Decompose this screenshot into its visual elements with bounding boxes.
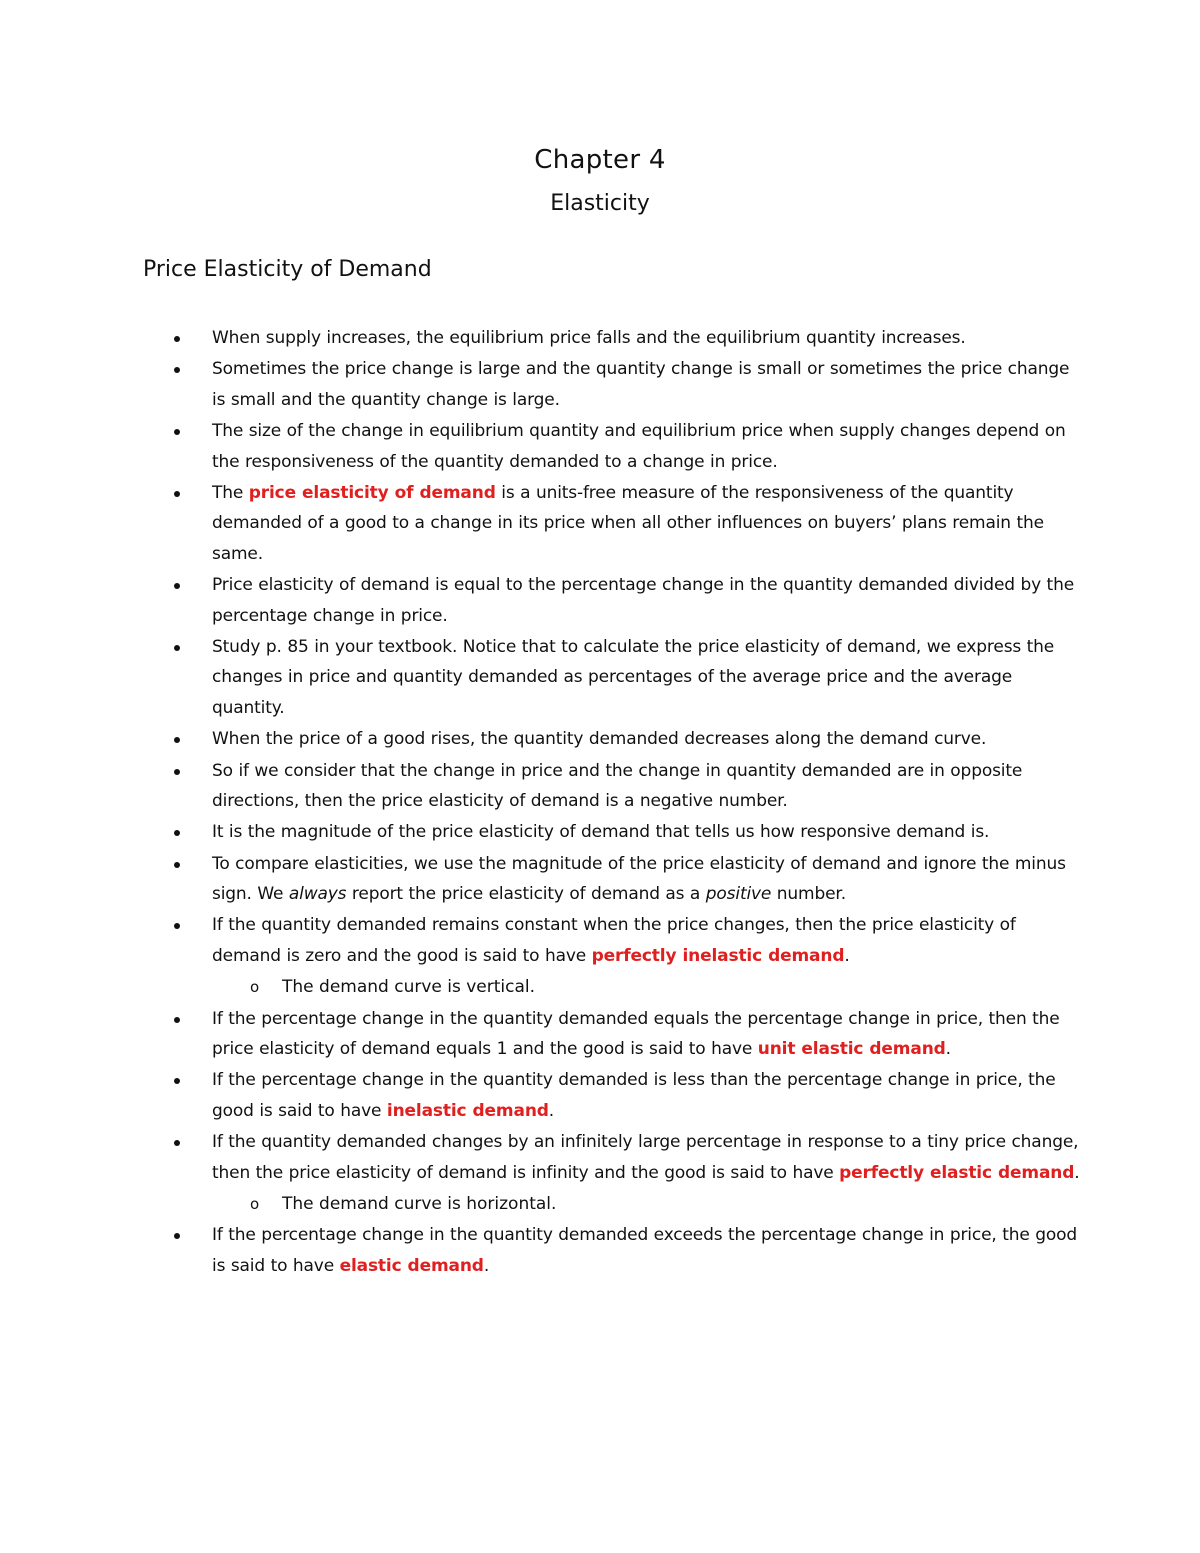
list-item bbox=[0, 849, 1200, 910]
bullet-dot-icon bbox=[174, 336, 180, 342]
chapter-title: Chapter 4 bbox=[534, 145, 666, 175]
bullet-dot-icon bbox=[174, 1233, 180, 1239]
bullet-dot-icon bbox=[174, 862, 180, 868]
emphasis-text: always bbox=[288, 884, 347, 905]
list-item bbox=[0, 724, 1200, 755]
bullet-dot-icon bbox=[174, 737, 180, 743]
bullet-dot-icon bbox=[174, 367, 180, 373]
chapter-subtitle: Elasticity bbox=[550, 191, 650, 216]
sub-list-item bbox=[0, 1189, 1200, 1220]
list-item bbox=[0, 1220, 1200, 1281]
bullet-dot-icon bbox=[174, 1017, 180, 1023]
list-item bbox=[0, 1004, 1200, 1065]
body-text: When the price of a good rises, the quantity demanded decreases along the demand curve. bbox=[212, 729, 987, 750]
key-term: elastic demand bbox=[339, 1255, 484, 1276]
list-item bbox=[0, 478, 1200, 570]
body-text: It is the magnitude of the price elasticity of demand that tells us how responsive demand is. bbox=[212, 822, 990, 843]
bullet-dot-icon bbox=[174, 1078, 180, 1084]
body-text: number. bbox=[771, 884, 846, 905]
body-text: If the quantity demanded remains constant when the price changes, then the price elasticity of demand is zero and the good is said to have bbox=[212, 915, 1016, 966]
body-text: So if we consider that the change in price and the change in quantity demanded are in opposite directions, then the price elasticity of demand is a negative number. bbox=[212, 760, 1023, 812]
list-item bbox=[0, 910, 1200, 971]
bullet-list bbox=[0, 323, 1200, 1282]
list-item bbox=[0, 323, 1200, 354]
body-text: If the percentage change in the quantity demanded exceeds the percentage change in price, the good is said to have bbox=[212, 1225, 1077, 1276]
body-text: . bbox=[945, 1039, 951, 1060]
bullet-dot-icon bbox=[174, 923, 180, 929]
bullet-dot-icon bbox=[174, 491, 180, 497]
body-text: . bbox=[844, 945, 850, 966]
bullet-dot-icon bbox=[174, 645, 180, 651]
sub-bullet-marker: o bbox=[250, 978, 260, 997]
bullet-dot-icon bbox=[174, 1140, 180, 1146]
bullet-dot-icon bbox=[174, 583, 180, 589]
body-text: Sometimes the price change is large and the quantity change is small or sometimes the price change is small and the quantity change is large. bbox=[212, 359, 1070, 410]
body-text: If the percentage change in the quantity demanded equals the percentage change in price, then the price elasticity of demand equals 1 and the good is said to have bbox=[212, 1008, 1060, 1060]
body-text: The demand curve is horizontal. bbox=[282, 1193, 557, 1214]
section-heading: Price Elasticity of Demand bbox=[143, 257, 432, 282]
key-term: perfectly inelastic demand bbox=[591, 945, 845, 966]
list-item bbox=[0, 570, 1200, 631]
bullet-dot-icon bbox=[174, 429, 180, 435]
body-text: report the price elasticity of demand as a bbox=[346, 884, 706, 905]
body-text: . bbox=[483, 1255, 490, 1276]
list-item bbox=[0, 1127, 1200, 1188]
sub-list-item bbox=[0, 972, 1200, 1003]
body-text: To compare elasticities, we use the magnitude of the price elasticity of demand and ignore the minus sign. We bbox=[212, 853, 1066, 905]
list-item bbox=[0, 756, 1200, 817]
body-text: If the quantity demanded changes by an infinitely large percentage in response to a tiny price change, then the price elasticity of demand is infinity and the good is said to have bbox=[212, 1132, 1079, 1183]
list-item bbox=[0, 416, 1200, 477]
list-item bbox=[0, 354, 1200, 415]
body-text: Price elasticity of demand is equal to the percentage change in the quantity demanded divided by the percentage change in price. bbox=[212, 575, 1075, 626]
body-text: The demand curve is vertical. bbox=[282, 977, 536, 998]
body-text: Study p. 85 in your textbook. Notice that to calculate the price elasticity of demand, we express the changes in price and quantity demanded as percentages of the average price and the average quantity. bbox=[212, 636, 1055, 718]
key-term: perfectly elastic demand bbox=[839, 1162, 1075, 1183]
key-term: unit elastic demand bbox=[757, 1039, 946, 1060]
bullet-dot-icon bbox=[174, 769, 180, 775]
body-text: . bbox=[1074, 1162, 1080, 1183]
bullet-dot-icon bbox=[174, 830, 180, 836]
body-text: is a units-free measure of the responsiveness of the quantity demanded of a good to a change in its price when all other influences on buyers’ plans remain the same. bbox=[212, 482, 1044, 564]
list-item bbox=[0, 632, 1200, 724]
list-item bbox=[0, 817, 1200, 848]
body-text: . bbox=[548, 1100, 555, 1121]
sub-bullet-marker: o bbox=[250, 1194, 260, 1213]
key-term: inelastic demand bbox=[386, 1100, 549, 1121]
body-text: The size of the change in equilibrium quantity and equilibrium price when supply changes depend on the responsiveness of the quantity demanded to a change in price. bbox=[212, 421, 1066, 472]
body-text: When supply increases, the equilibrium price falls and the equilibrium quantity increases. bbox=[212, 328, 966, 348]
body-text: If the percentage change in the quantity demanded is less than the percentage change in price, the good is said to have bbox=[212, 1070, 1056, 1121]
emphasis-text: positive bbox=[705, 884, 772, 905]
body-text: The bbox=[212, 482, 249, 503]
list-item bbox=[0, 1065, 1200, 1126]
key-term: price elasticity of demand bbox=[248, 482, 496, 503]
